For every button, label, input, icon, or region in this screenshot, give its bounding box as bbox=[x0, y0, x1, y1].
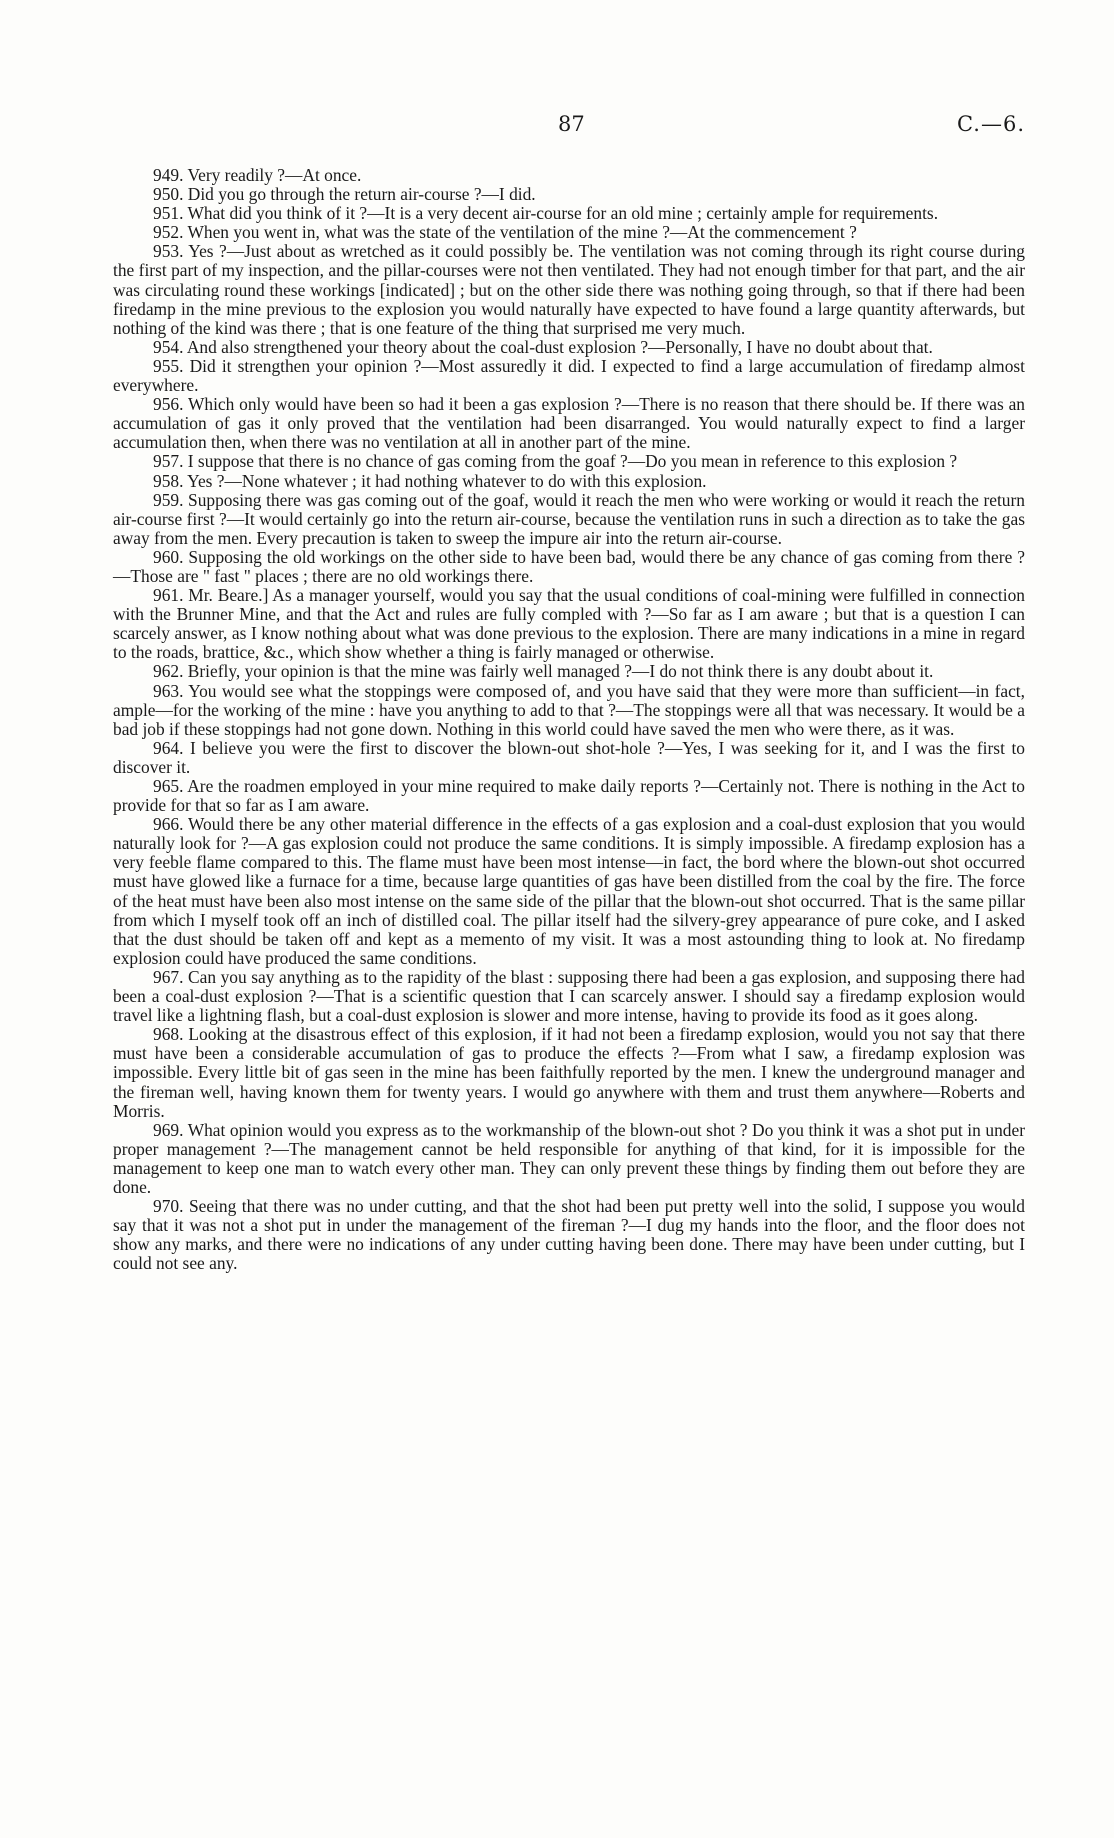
question-entry: 960. Supposing the old workings on the other side to have been bad, would there be any chance of gas coming from there ?—Those are " fast " places ; there are no old workings there. bbox=[113, 546, 1025, 586]
question-entry: 956. Which only would have been so had it been a gas explosion ?—There is no reason that there should be. If there was an accumulation of gas it only proved that the ventilation had been disarranged. You would naturally expect to find a larger accumulation then, when there was no ventilation at all in another part of the mine. bbox=[113, 394, 1025, 453]
question-entry: 961. Mr. Beare.] As a manager yourself, would you say that the usual conditions of coal-mining were fulfilled in connection with the Brunner Mine, and that the Act and rules are fully compled with ?—So far as I am aware ; but that is a question I can scarcely answer, as I know nothing about what was done previous to the explosion. There are many indications in a mine in regard to the roads, brattice, &c., which show whether a thing is fairly managed or otherwise. bbox=[113, 585, 1025, 663]
question-entry: 950. Did you go through the return air-course ?—I did. bbox=[153, 184, 536, 205]
question-entry: 953. Yes ?—Just about as wretched as it could possibly be. The ventilation was not coming through its right course during the first part of my inspection, and the pillar-courses were not then ventilated. They had not enough timber for that part, and the air was circulating round these workings [indicated] ; but on the other side there was nothing going through, so that if there had been firedamp in the mine previous to the explosion you would naturally have expected to have found a large quantity afterwards, but nothing of the kind was there ; that is one feature of the thing that surprised me very much. bbox=[113, 241, 1025, 338]
question-entry: 958. Yes ?—None whatever ; it had nothing whatever to do with this explosion. bbox=[153, 470, 707, 491]
question-entry: 949. Very readily ?—At once. bbox=[153, 165, 362, 185]
question-entry: 964. I believe you were the first to discover the blown-out shot-hole ?—Yes, I was seeking for it, and I was the first to discover it. bbox=[113, 737, 1025, 777]
question-entry: 968. Looking at the disastrous effect of this explosion, if it had not been a firedamp explosion, would you not say that there must have been a considerable accumulation of gas to produce the effects ?—From what I saw, a firedamp explosion was impossible. Every little bit of gas seen in the mine has been faithfully reported by the men. I knew the underground manager and the fireman well, having known them for twenty years. I would go anywhere with them and trust them anywhere—Roberts and Morris. bbox=[113, 1024, 1025, 1121]
question-entry: 969. What opinion would you express as to the workmanship of the blown-out shot ? Do you think it was a shot put in under proper management ?—The management cannot be held responsible for anything of that kind, for it is impossible for the management to keep one man to watch every other man. They can only prevent these things by finding them out before they are done. bbox=[113, 1119, 1025, 1197]
question-entry: 965. Are the roadmen employed in your mine required to make daily reports ?—Certainly not. There is nothing in the Act to provide for that so far as I am aware. bbox=[113, 776, 1025, 816]
question-entry: 967. Can you say anything as to the rapidity of the blast : supposing there had been a gas explosion, and supposing there had been a coal-dust explosion ?—That is a scientific question that I can scarcely answer. I should say a firedamp explosion would travel like a lightning flash, but a coal-dust explosion is slower and more intense, having to provide its food as it goes along. bbox=[113, 966, 1025, 1026]
question-entry: 951. What did you think of it ?—It is a very decent air-course for an old mine ; certainly ample for requirements. bbox=[153, 203, 939, 224]
question-entry: 955. Did it strengthen your opinion ?—Most assuredly it did. I expected to find a large accumulation of firedamp almost everywhere. bbox=[113, 355, 1025, 396]
page-header bbox=[113, 112, 1025, 152]
testimony-entries bbox=[113, 166, 1025, 1273]
document-page bbox=[113, 112, 1025, 1273]
question-entry: 963. You would see what the stoppings were composed of, and you have said that they were more than sufficient—in fact, ample—for the working of the mine : have you anything to add to that ?—The stoppings were all that was necessary. It would be a bad job if these stoppings had not gone down. Nothing in this world could have saved the men who were there, as it was. bbox=[113, 680, 1025, 739]
page-number: 87 bbox=[558, 112, 585, 136]
question-entry: 957. I suppose that there is no chance of gas coming from the goaf ?—Do you mean in reference to this explosion ? bbox=[153, 451, 958, 472]
question-entry: 959. Supposing there was gas coming out of the goaf, would it reach the men who were working or would it reach the return air-course first ?—It would certainly go into the return air-course, because the ventilation runs in such a direction as to take the gas away from the men. Every precaution is taken to sweep the impure air into the return air-course. bbox=[113, 489, 1025, 548]
question-entry: 954. And also strengthened your theory about the coal-dust explosion ?—Personally, I have no doubt about that. bbox=[153, 336, 933, 357]
document-reference: C.—6. bbox=[956, 112, 1025, 136]
question-entry: 966. Would there be any other material difference in the effects of a gas explosion and a coal-dust explosion that you would naturally look for ?—A gas explosion could not produce the same conditions. It is simply impossible. A firedamp explosion has a very feeble flame compared to this. The flame must have been most intense—in fact, the bord where the blown-out shot occurred must have glowed like a furnace for a time, because large quantities of gas have been distilled from the coal by the fire. The force of the heat must have been also most intense on the same side of the pillar that the blown-out shot occurred. That is the same pillar from which I myself took off an inch of distilled coal. The pillar itself had the silvery-grey appearance of pure coke, and I asked that the dust should be taken off and kept as a memento of my visit. It was a most astounding thing to look at. No firedamp explosion could have produced the same conditions. bbox=[113, 814, 1025, 968]
question-entry: 952. When you went in, what was the state of the ventilation of the mine ?—At the commencement ? bbox=[153, 222, 857, 243]
question-entry: 970. Seeing that there was no under cutting, and that the shot had been put pretty well into the solid, I suppose you would say that it was not a shot put in under the management of the fireman ?—I dug my hands into the floor, and the floor does not show any marks, and there were no indications of any under cutting having been done. There may have been under cutting, but I could not see any. bbox=[113, 1196, 1025, 1274]
question-entry: 962. Briefly, your opinion is that the mine was fairly well managed ?—I do not think there is any doubt about it. bbox=[153, 661, 934, 682]
